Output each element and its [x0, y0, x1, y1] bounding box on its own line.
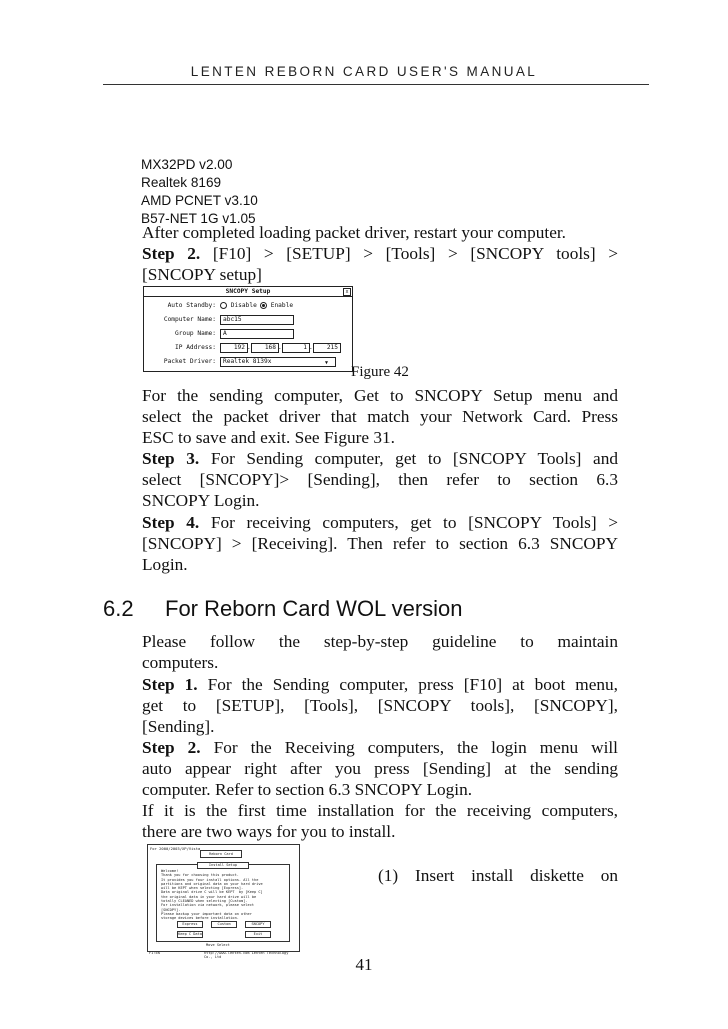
- text-line: Please follow the step-by-step guideline to maintain: [142, 632, 618, 651]
- text-line: select the packet driver that match your Network Card. Press: [142, 407, 618, 426]
- footer-left: F1:EN: [149, 951, 160, 955]
- install-diskette-text: (1) Insert install diskette on: [378, 866, 618, 885]
- wol-step-2-label: Step 2.: [142, 738, 201, 757]
- navigation-hint: Move Select: [206, 943, 230, 947]
- ip-octet-field[interactable]: 1: [282, 343, 310, 353]
- running-header: LENTEN REBORN CARD USER'S MANUAL: [190, 64, 538, 79]
- restart-paragraph: [142, 222, 618, 243]
- text-line: If it is the first time installation for the receiving computers,: [142, 801, 618, 820]
- step-2-label: Step 2.: [142, 244, 201, 263]
- ip-address-label: IP Address:: [175, 344, 216, 351]
- driver-item: B57-NET 1G v1.05: [141, 211, 256, 226]
- ip-octet-field[interactable]: 192: [220, 343, 248, 353]
- step-3-text: For Sending computer, get to [SNCOPY Tools] and: [210, 449, 618, 468]
- group-name-label: Group Name:: [175, 330, 216, 337]
- wol-step-1-label: Step 1.: [142, 675, 198, 694]
- figure-caption: Figure 42: [351, 364, 409, 380]
- text-line: ESC to save and exit. See Figure 31.: [142, 428, 395, 447]
- wol-step-1-text: For the Sending computer, press [F10] at boot menu,: [207, 675, 619, 694]
- group-name-row: [144, 329, 352, 339]
- text-line: there are two ways for you to install.: [142, 822, 396, 841]
- intro-paragraph: [142, 631, 618, 673]
- step-4-label: Step 4.: [142, 513, 200, 532]
- step-2-text: [F10] > [SETUP] > [Tools] > [SNCOPY tools] >: [212, 244, 618, 263]
- enable-label: Enable: [270, 302, 294, 309]
- auto-standby-row: [144, 301, 352, 311]
- driver-list: [141, 156, 258, 228]
- driver-item: Realtek 8169: [141, 175, 222, 190]
- sncopy-button[interactable]: SNCOPY: [245, 921, 271, 928]
- keep-c-data-button[interactable]: Keep C Data: [178, 932, 202, 936]
- install-setup-box: [156, 864, 290, 942]
- exit-button[interactable]: Exit: [245, 931, 271, 938]
- step-4-line-1: [142, 512, 618, 533]
- ip-dot: .: [278, 344, 282, 351]
- wol-step-2-line-1: [142, 737, 618, 758]
- screenshot-frame: [147, 844, 300, 952]
- install-setup-text: Welcome! Thank you for choosing this product. It provides you four install options. All the partitions and original data on your hard drive will be KEPT when selecting [Express]. Data original drive C will be KEPT by [Keep C] the original data in your hard drive will be totally CLEANED when selecting [Custom]. For installation via network, please select [SNCOPY]. Please backup your important data on other storage devices before installation.: [161, 869, 263, 921]
- page-number: 41: [355, 955, 373, 974]
- step-4-text: For receiving computers, get to [SNCOPY Tools] >: [210, 513, 618, 532]
- footer-right: http://www.lenten.com Lenten Technology Co., Ltd: [204, 951, 289, 959]
- ip-address-row: [144, 343, 352, 353]
- computer-name-field[interactable]: abc15: [220, 315, 294, 325]
- ip-octet-field[interactable]: 215: [313, 343, 341, 353]
- section-number: 6.2: [103, 596, 134, 621]
- wol-step-2-text: For the Receiving computers, the login menu will: [213, 738, 618, 757]
- ip-octet-field[interactable]: 168: [251, 343, 279, 353]
- radio-selected-icon[interactable]: [260, 302, 267, 309]
- group-name-field[interactable]: A: [220, 329, 294, 339]
- wol-step-1-line-3: [Sending].: [142, 717, 215, 736]
- step-3-line-1: [142, 448, 618, 469]
- step-3-line-2: select [SNCOPY]> [Sending], then refer to section 6.3: [142, 470, 618, 489]
- disable-option[interactable]: [220, 301, 257, 311]
- wol-step-2-paragraph: [142, 737, 618, 800]
- install-setup-title: Install Setup: [197, 862, 249, 869]
- disable-label: Disable: [230, 302, 257, 309]
- driver-item: AMD PCNET v3.10: [141, 193, 258, 208]
- step-3-label: Step 3.: [142, 449, 200, 468]
- ip-dot: .: [247, 344, 251, 351]
- wol-step-1-line-1: [142, 674, 618, 695]
- wol-step-2-line-2: auto appear right after you press [Sending] at the sending: [142, 759, 618, 778]
- sncopy-setup-dialog: [143, 286, 353, 372]
- computer-name-row: [144, 315, 352, 325]
- express-button[interactable]: Express: [177, 921, 203, 928]
- restart-text: After completed loading packet driver, restart your computer.: [142, 223, 566, 242]
- computer-name-label: Computer Name:: [163, 316, 216, 323]
- step-2-line-1: [142, 243, 618, 264]
- packet-driver-row: [144, 357, 352, 367]
- packet-driver-value: Realtek 8139x: [223, 358, 272, 365]
- enable-option[interactable]: [260, 301, 293, 311]
- packet-driver-select[interactable]: [220, 357, 336, 367]
- wol-step-1-paragraph: [142, 674, 618, 737]
- chevron-down-icon[interactable]: ▼: [325, 360, 329, 366]
- step-4-line-3: Login.: [142, 555, 188, 574]
- auto-standby-label: Auto Standby:: [167, 302, 216, 309]
- close-icon[interactable]: x: [343, 288, 351, 296]
- first-time-paragraph: [142, 800, 618, 842]
- custom-button[interactable]: Custom: [211, 921, 237, 928]
- header-rule: [103, 84, 649, 85]
- ip-dot: .: [309, 344, 313, 351]
- step-3-line-3: SNCOPY Login.: [142, 491, 260, 510]
- step-2-line-2: [SNCOPY setup]: [142, 265, 262, 284]
- dialog-title: SNCOPY Setup: [144, 287, 352, 297]
- screenshot-title: For 2000/2003/XP/Vista: [150, 846, 201, 851]
- step-4-paragraph: [142, 512, 618, 575]
- select-driver-paragraph: [142, 385, 618, 448]
- packet-driver-label: Packet Driver:: [163, 358, 216, 365]
- section-title: For Reborn Card WOL version: [165, 596, 463, 621]
- text-line: computers.: [142, 653, 219, 672]
- step-2-paragraph: [142, 243, 618, 285]
- install-setup-screenshot: [147, 844, 300, 959]
- reborn-card-button[interactable]: Reborn Card: [200, 850, 242, 858]
- driver-item: MX32PD v2.00: [141, 157, 233, 172]
- step-4-line-2: [SNCOPY] > [Receiving]. Then refer to section 6.3 SNCOPY: [142, 534, 618, 553]
- wol-step-2-line-3: computer. Refer to section 6.3 SNCOPY Login.: [142, 780, 473, 799]
- radio-icon[interactable]: [220, 302, 227, 309]
- wol-step-1-line-2: get to [SETUP], [Tools], [SNCOPY tools], [SNCOPY],: [142, 696, 618, 715]
- step-3-paragraph: [142, 448, 618, 511]
- text-line: For the sending computer, Get to SNCOPY Setup menu and: [142, 386, 618, 405]
